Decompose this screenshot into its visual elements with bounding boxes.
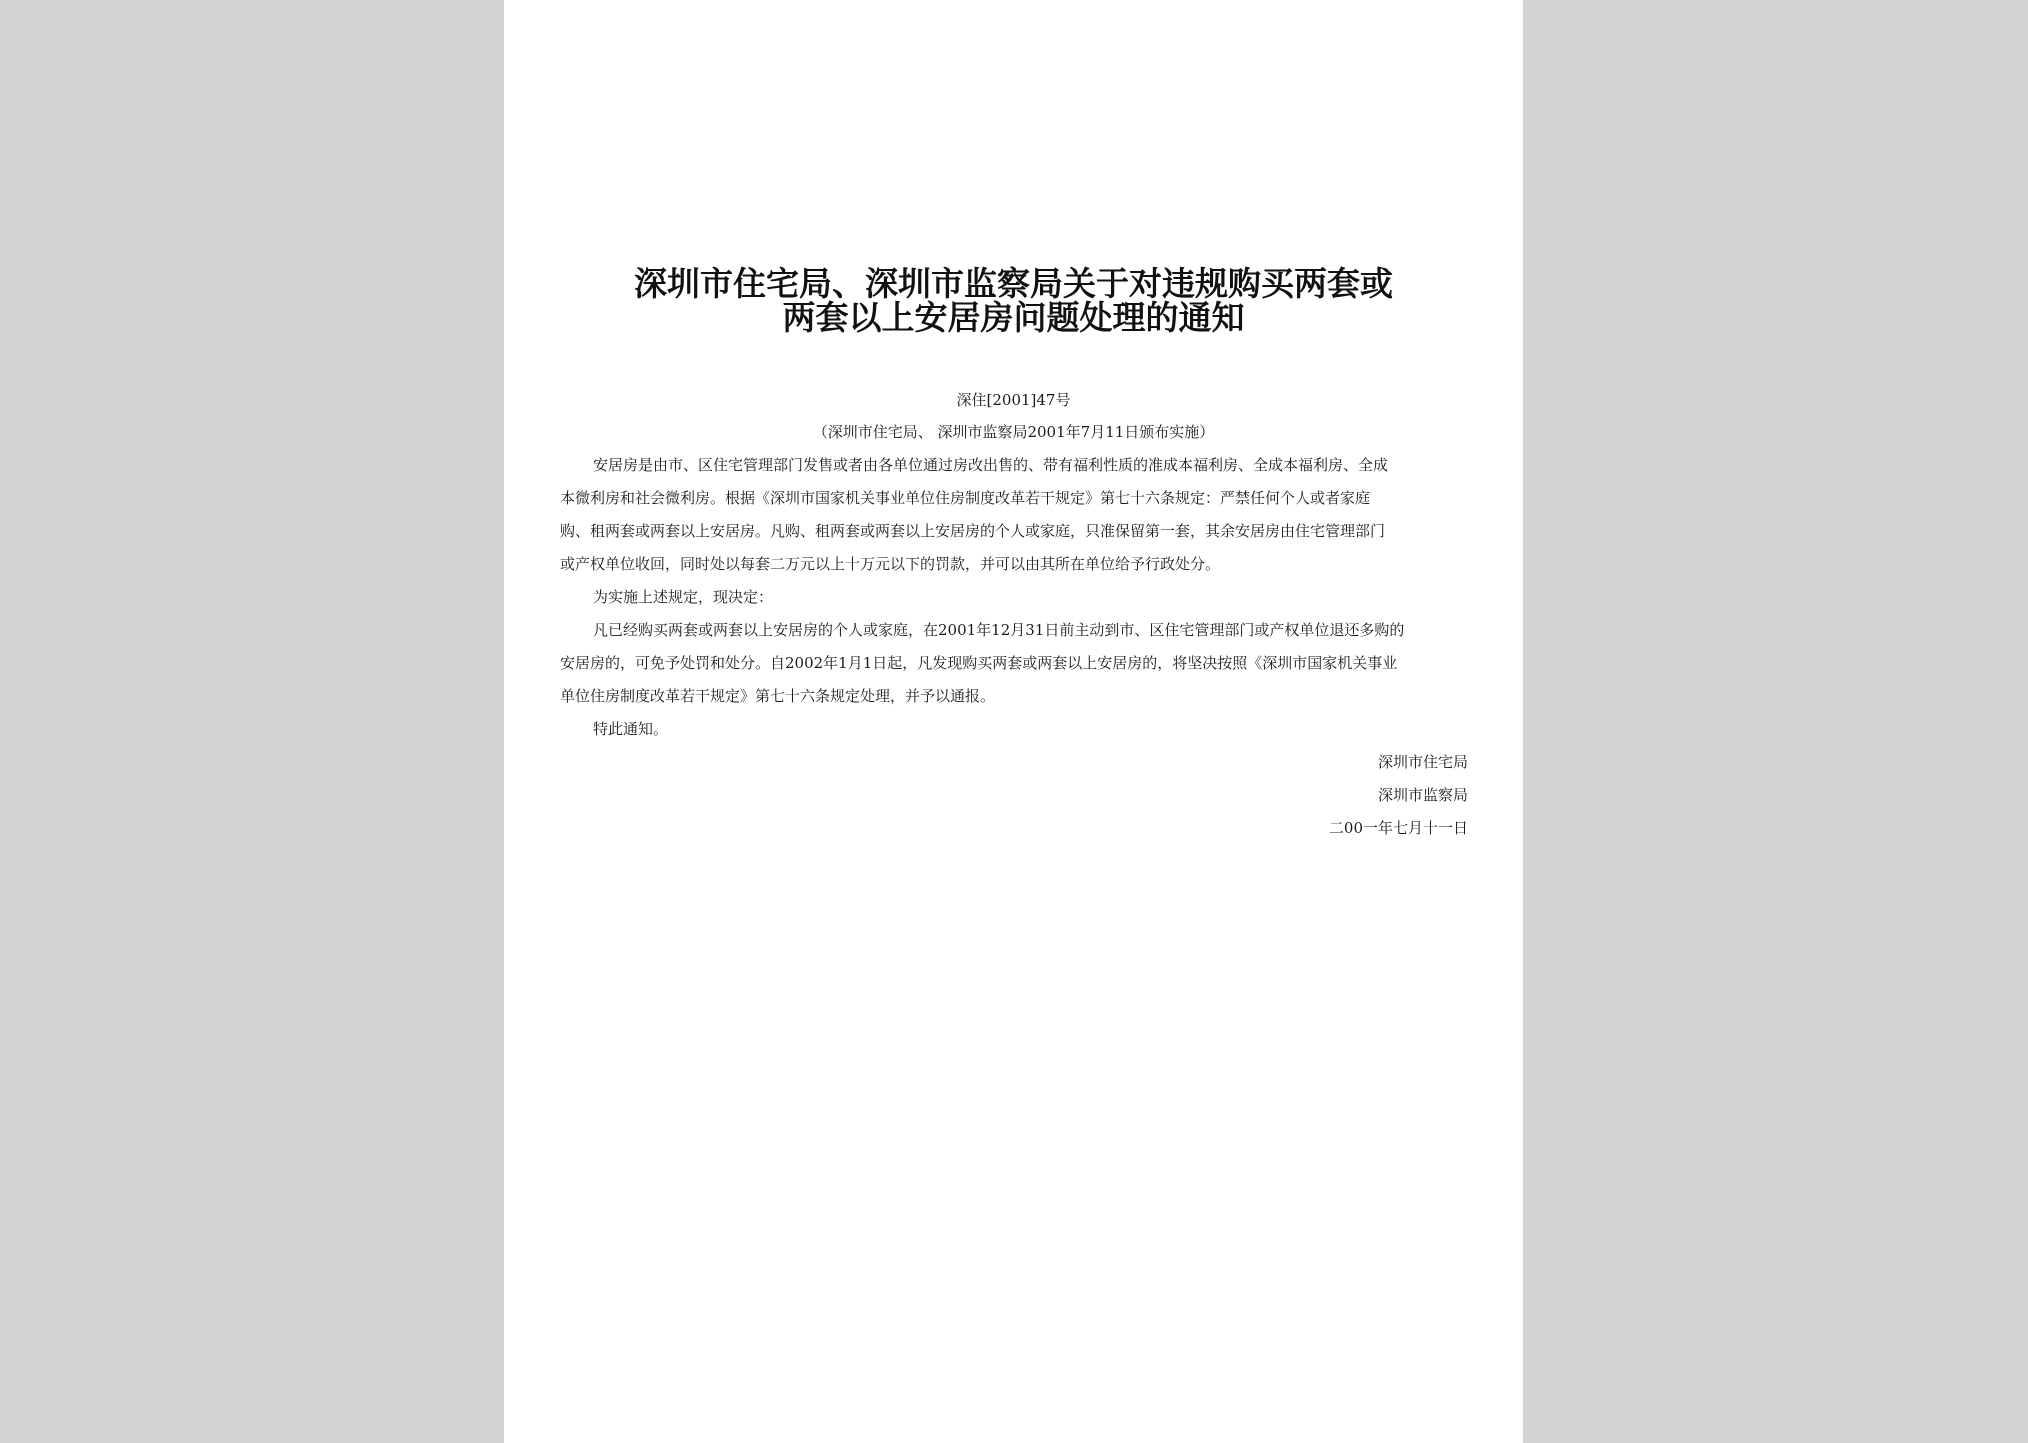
body-line: 单位住房制度改革若干规定》第七十六条规定处理，并予以通报。 bbox=[560, 687, 996, 705]
issued-note: （深圳市住宅局、 深圳市监察局2001年7月11日颁布实施） bbox=[812, 423, 1215, 441]
body-line: 为实施上述规定，现决定： bbox=[593, 588, 774, 606]
body-line: 安居房是由市、区住宅管理部门发售或者由各单位通过房改出售的、带有福利性质的准成本福利房、全成本福利房、全成 bbox=[593, 456, 1389, 474]
signature-supervision-bureau: 深圳市监察局 bbox=[1377, 786, 1468, 804]
signature-housing-bureau: 深圳市住宅局 bbox=[1377, 753, 1468, 771]
document-page bbox=[504, 0, 1523, 1443]
body-line: 特此通知。 bbox=[593, 720, 669, 738]
body-line: 本微利房和社会微利房。根据《深圳市国家机关事业单位住房制度改革若干规定》第七十六条规定：严禁任何个人或者家庭 bbox=[560, 489, 1371, 507]
body-line: 购、租两套或两套以上安居房。凡购、租两套或两套以上安居房的个人或家庭，只准保留第一套，其余安居房由住宅管理部门 bbox=[560, 522, 1386, 540]
body-line: 安居房的，可免予处罚和处分。自2002年1月1日起，凡发现购买两套或两套以上安居房的，将坚决按照《深圳市国家机关事业 bbox=[560, 654, 1398, 672]
document-number: 深住[2001]47号 bbox=[956, 391, 1071, 409]
signature-date: 二00一年七月十一日 bbox=[1328, 819, 1468, 837]
document-title-line-2: 两套以上安居房问题处理的通知 bbox=[782, 298, 1245, 337]
body-line: 凡已经购买两套或两套以上安居房的个人或家庭，在2001年12月31日前主动到市、区住宅管理部门或产权单位退还多购的 bbox=[593, 621, 1405, 639]
body-line: 或产权单位收回，同时处以每套二万元以上十万元以下的罚款，并可以由其所在单位给予行政处分。 bbox=[560, 555, 1221, 573]
document-title-line-1: 深圳市住宅局、深圳市监察局关于对违规购买两套或 bbox=[634, 264, 1393, 303]
